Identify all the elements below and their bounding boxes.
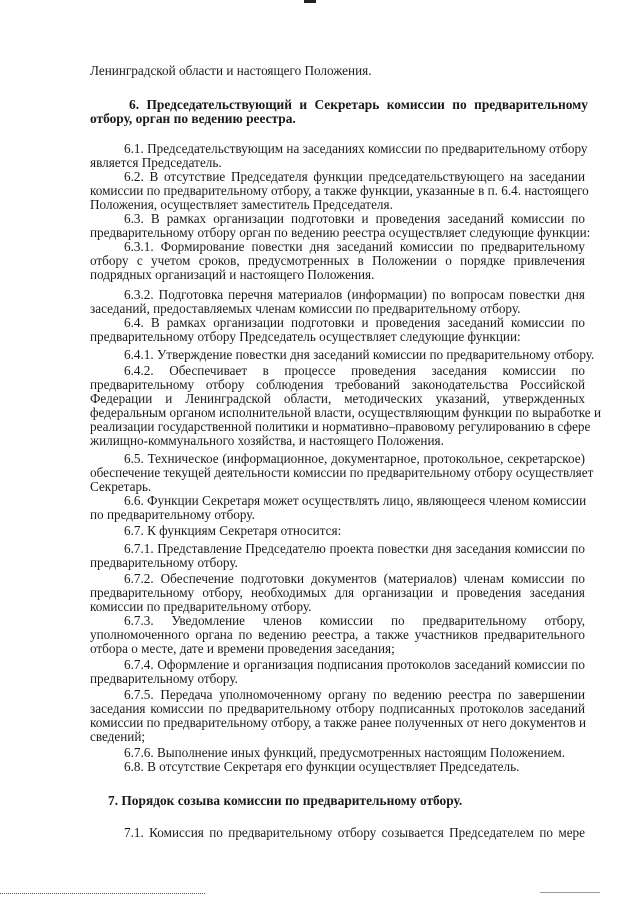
text-line: 6.3. В рамках организации подготовки и проведения заседаний комиссии по bbox=[124, 211, 585, 226]
text-line: сведений; bbox=[90, 729, 146, 744]
text-line: предварительному отбору, необходимых для организации и проведения заседания bbox=[90, 585, 585, 600]
text-line: 6.4.2. Обеспечивает в процессе проведения заседания комиссии по bbox=[124, 363, 585, 378]
text-line: Секретарь. bbox=[90, 479, 152, 494]
text-line: 6.2. В отсутствие Председателя функции председательствующего на заседании bbox=[124, 169, 585, 184]
text-line: 6.4. В рамках организации подготовки и проведения заседаний комиссии по bbox=[124, 315, 585, 330]
text-line: заседаний, предоставляемых членам комиссии по предварительному отбору. bbox=[90, 301, 521, 316]
text-line: заседания комиссии по предварительному отбору подписанных протоколов заседаний bbox=[90, 701, 585, 716]
text-line: жилищно-коммунального хозяйства, и настоящего Положения. bbox=[90, 433, 444, 448]
text-line: 6.7.6. Выполнение иных функций, предусмотренных настоящим Положением. bbox=[124, 745, 566, 760]
text-line: предварительному отбору. bbox=[90, 671, 238, 686]
text-line: 6.3.2. Подготовка перечня материалов (информации) по вопросам повестки дня bbox=[124, 287, 585, 302]
text-line: по предварительному отбору. bbox=[90, 507, 255, 522]
text-line: предварительному отбору. bbox=[90, 555, 238, 570]
text-line: реализации государственной политики и нормативно–правовому регулированию в сфере bbox=[90, 419, 591, 434]
text-line: Федерации и Ленинградской области, методических указаний, утвержденных bbox=[90, 391, 585, 406]
text-line: предварительному отбору Председатель осуществляет следующие функции: bbox=[90, 329, 521, 344]
text-line: 6.7.5. Передача уполномоченному органу по ведению реестра по завершении bbox=[124, 687, 585, 702]
text-line: комиссии по предварительному отбору, а также ранее полученных от него документов и bbox=[90, 715, 587, 730]
footer-rule-right bbox=[540, 892, 600, 893]
text-line: федеральным органом исполнительной власти, осуществляющим функции по выработке и bbox=[90, 405, 602, 420]
text-line: 6.3.1. Формирование повестки дня заседаний комиссии по предварительному bbox=[124, 239, 585, 254]
section-heading: отбору, орган по ведению реестра. bbox=[90, 111, 296, 126]
text-line: 6.5. Техническое (информационное, документарное, протокольное, секретарское) bbox=[124, 451, 585, 466]
text-line: 6.7.3. Уведомление членов комиссии по предварительному отбору, bbox=[124, 613, 585, 628]
text-line: Ленинградской области и настоящего Положения. bbox=[90, 63, 372, 78]
text-line: комиссии по предварительному отбору, а также функции, указанные в п. 6.4. настоящего bbox=[90, 183, 589, 198]
text-line: 6.7.2. Обеспечение подготовки документов (материалов) членам комиссии по bbox=[124, 571, 585, 586]
section-heading: 7. Порядок созыва комиссии по предварительному отбору. bbox=[108, 793, 463, 808]
text-line: комиссии по предварительному отбору. bbox=[90, 599, 312, 614]
text-line: является Председатель. bbox=[90, 155, 222, 170]
text-line: 6.7.1. Представление Председателю проекта повестки дня заседания комиссии по bbox=[124, 541, 585, 556]
text-line: обеспечение текущей деятельности комиссии по предварительному отбору осуществляет bbox=[90, 465, 594, 480]
text-line: предварительному отбору соблюдения требований законодательства Российской bbox=[90, 377, 585, 392]
text-line: 6.8. В отсутствие Секретаря его функции осуществляет Председатель. bbox=[124, 759, 520, 774]
text-line: отбору с учетом сроков, предусмотренных в Положении о порядке привлечения bbox=[90, 253, 585, 268]
text-line: 6.6. Функции Секретаря может осуществлять лицо, являющееся членом комиссии bbox=[124, 493, 587, 508]
text-line: 6.7.4. Оформление и организация подписания протоколов заседаний комиссии по bbox=[124, 657, 585, 672]
text-line: предварительному отбору орган по ведению реестра осуществляет следующие функции: bbox=[90, 225, 591, 240]
text-line: подрядных организаций и настоящего Положения. bbox=[90, 267, 375, 282]
text-line: 7.1. Комиссия по предварительному отбору созывается Председателем по мере bbox=[124, 825, 585, 840]
text-line: 6.7. К функциям Секретаря относится: bbox=[124, 523, 342, 538]
section-heading: 6. Председательствующий и Секретарь комиссии по предварительному bbox=[129, 97, 588, 112]
text-line: уполномоченного органа по ведению реестра, а также участников предварительного bbox=[90, 627, 585, 642]
text-line: отбора о месте, дате и времени проведения заседания; bbox=[90, 641, 395, 656]
text-line: Положения, осуществляет заместитель Председателя. bbox=[90, 197, 393, 212]
text-line: 6.1. Председательствующим на заседаниях комиссии по предварительному отбору bbox=[124, 141, 588, 156]
text-line: 6.4.1. Утверждение повестки дня заседаний комиссии по предварительному отбору. bbox=[124, 347, 595, 362]
footer-rule bbox=[0, 893, 205, 894]
